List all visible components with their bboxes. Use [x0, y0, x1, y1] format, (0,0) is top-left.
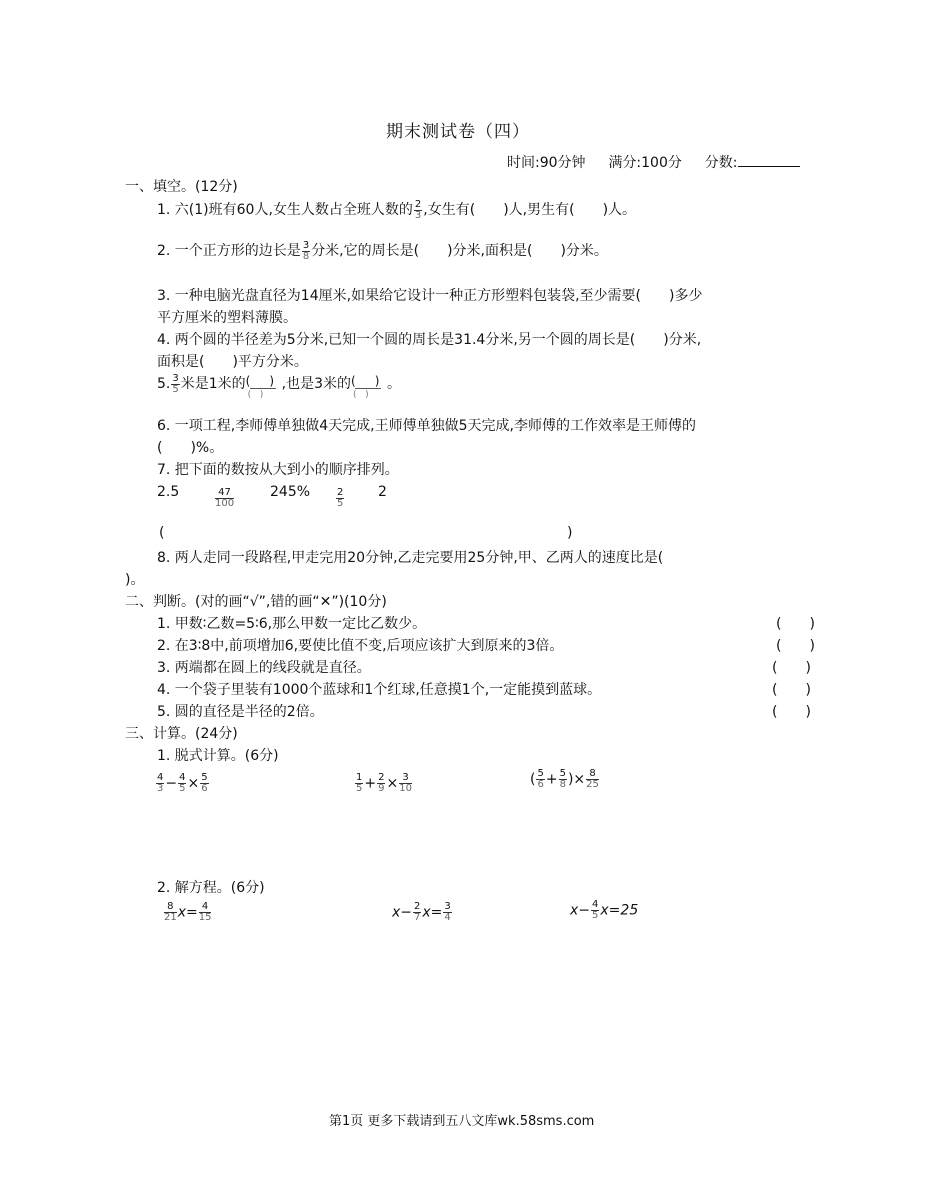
- page-title: 期末测试卷（四）: [386, 122, 530, 142]
- q7-item-a: 2.5: [157, 484, 180, 500]
- page-footer: 第1页 更多下载请到五八文库wk.58sms.com: [329, 1114, 595, 1129]
- question-1-6-line2: ( )%。: [157, 440, 224, 456]
- question-1-3-line1: 3. 一种电脑光盘直径为14厘米,如果给它设计一种正方形塑料包装袋,至少需要( )多少: [157, 288, 703, 304]
- fraction: $\frac{2}{3}$: [414, 198, 422, 221]
- equation-2: x− $\frac{2}{7}$ x= $\frac{3}{4}$: [392, 901, 451, 923]
- calc-expression-3: ( $\frac{5}{6}$ + $\frac{5}{8}$ )× $\frac{8}{25}$: [530, 768, 599, 790]
- q7-item-d: [335, 488, 345, 509]
- section1-heading: 一、填空。(12分): [125, 179, 238, 195]
- equation-3: x− $\frac{4}{5}$ x=25: [570, 899, 639, 921]
- question-1-4-line2: 面积是( )平方分米。: [157, 354, 308, 370]
- section2-heading: 二、判断。(对的画“√”,错的画“✕”)(10分): [125, 594, 387, 610]
- q2-text-a: 2. 一个正方形的边长是: [157, 243, 301, 259]
- question-1-2: [157, 240, 608, 262]
- q5-text-a: 5.: [157, 376, 171, 392]
- q2-text-b: 分米,它的周长是( )分米,面积是( )分米。: [311, 243, 608, 259]
- fraction: $\frac{3}{5}$: [172, 372, 179, 395]
- sub-heading-calc: 1. 脱式计算。(6分): [157, 748, 279, 764]
- question-1-8-line1: 8. 两人走同一段路程,甲走完用20分钟,乙走完要用25分钟,甲、乙两人的速度比是(: [157, 550, 664, 566]
- q7-item-c: 245%: [270, 484, 311, 500]
- question-1-6-line1: 6. 一项工程,李师傅单独做4天完成,王师傅单独做5天完成,李师傅的工作效率是王师傅的: [157, 418, 696, 434]
- score-label: 分数:: [704, 155, 738, 171]
- q1-text-a: 1. 六(1)班有60人,女生人数占全班人数的: [157, 202, 413, 218]
- answer-fraction-blank[interactable]: $\frac{( )}{( )}$: [351, 374, 380, 400]
- equation-1: $\frac{8}{21}$ x= $\frac{4}{15}$: [164, 901, 212, 923]
- header-info: [507, 152, 800, 172]
- q1-text-b: ,女生有( )人,男生有( )人。: [423, 202, 637, 218]
- question-1-3-line2: 平方厘米的塑料薄膜。: [157, 310, 297, 326]
- fraction: $\frac{47}{100}$: [215, 487, 235, 509]
- question-1-4-line1: 4. 两个圆的半径差为5分米,已知一个圆的周长是31.4分米,另一个圆的周长是( )分米,: [157, 332, 702, 348]
- fraction: $\frac{2}{5}$: [337, 487, 344, 509]
- judge-item: 4. 一个袋子里装有1000个蓝球和1个红球,任意摸1个,一定能摸到蓝球。: [157, 682, 602, 698]
- judge-answer-bracket[interactable]: ( ): [776, 616, 815, 632]
- calc-expression-1: $\frac{4}{3}$ − $\frac{4}{5}$ × $\frac{5}{6}$: [157, 772, 208, 794]
- full-score-info: 满分:100分: [608, 155, 682, 171]
- judge-answer-bracket[interactable]: ( ): [772, 704, 811, 720]
- judge-answer-bracket[interactable]: ( ): [776, 638, 815, 654]
- judge-item: 1. 甲数∶乙数=5∶6,那么甲数一定比乙数少。: [157, 616, 427, 632]
- answer-fraction-blank[interactable]: $\frac{( )}{( )}$: [245, 374, 275, 400]
- q7-answer-open[interactable]: (: [159, 525, 165, 541]
- q7-item-e: 2: [378, 484, 387, 500]
- question-1-1: [157, 199, 636, 221]
- q7-item-b: [214, 488, 235, 509]
- judge-answer-bracket[interactable]: ( ): [772, 682, 811, 698]
- time-info: 时间:90分钟: [507, 155, 586, 171]
- judge-answer-bracket[interactable]: ( ): [772, 660, 811, 676]
- judge-item: 5. 圆的直径是半径的2倍。: [157, 704, 324, 720]
- question-1-7: 7. 把下面的数按从大到小的顺序排列。: [157, 462, 399, 478]
- sub-heading-equation: 2. 解方程。(6分): [157, 880, 265, 896]
- q7-answer-close[interactable]: ): [567, 525, 573, 541]
- calc-expression-2: $\frac{1}{5}$ + $\frac{2}{9}$ × $\frac{3}{10}$: [356, 772, 412, 794]
- judge-item: 2. 在3∶8中,前项增加6,要使比值不变,后项应该扩大到原来的3倍。: [157, 638, 564, 654]
- judge-item: 3. 两端都在圆上的线段就是直径。: [157, 660, 371, 676]
- score-blank[interactable]: [738, 154, 800, 167]
- q5-text-c: ,也是3米的: [281, 376, 352, 392]
- question-1-8-line2: )。: [125, 572, 145, 588]
- q5-text-b: 米是1米的: [180, 376, 246, 392]
- question-1-5: [157, 372, 402, 400]
- section3-heading: 三、计算。(24分): [125, 726, 238, 742]
- fraction: $\frac{3}{8}$: [302, 239, 310, 262]
- q5-text-d: 。: [387, 376, 402, 392]
